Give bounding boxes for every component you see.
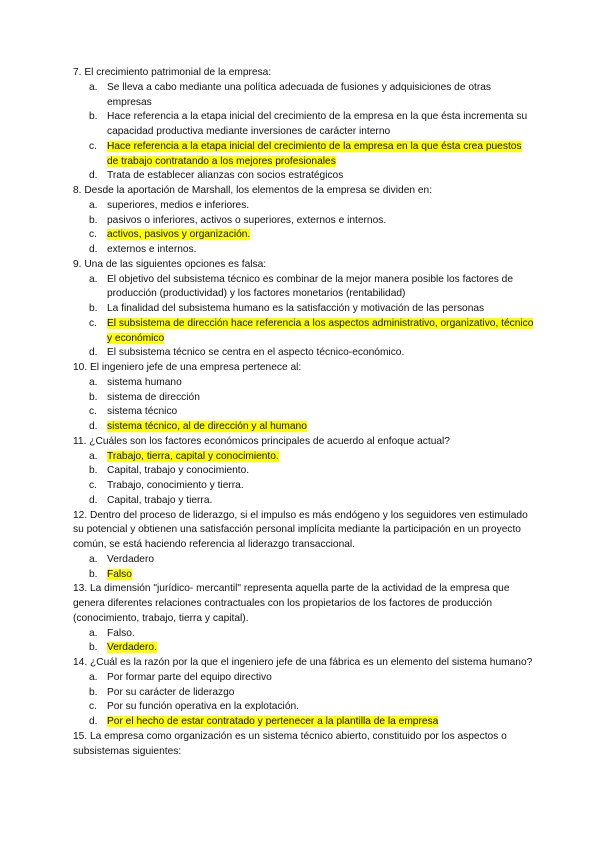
option-text-wrapper <box>107 464 535 479</box>
option-text: Por su función operativa en la explotación. <box>107 701 299 713</box>
option-text: pasivos o inferiores, activos o superiores, externos e internos. <box>107 214 387 226</box>
option-text: Verdadero <box>107 553 155 565</box>
answer-option-highlighted <box>89 140 535 170</box>
option-text: Por formar parte del equipo directivo <box>107 671 272 683</box>
question-block <box>73 656 535 730</box>
option-text: Verdadero. <box>107 642 157 654</box>
option-letter: c. <box>89 317 97 329</box>
answer-option <box>89 686 535 701</box>
answer-option <box>89 214 535 229</box>
option-letter: d. <box>89 244 98 255</box>
answer-option-highlighted <box>89 715 535 730</box>
question-text: 9. Una de las siguientes opciones es falsa: <box>73 258 267 270</box>
answer-option <box>89 553 535 568</box>
answer-option-highlighted <box>89 568 535 583</box>
question-text: 10. El ingeniero jefe de una empresa pertenece al: <box>73 362 302 373</box>
option-list <box>73 450 535 509</box>
option-text-wrapper <box>107 671 535 686</box>
option-text-wrapper <box>107 228 535 243</box>
option-text: sistema técnico, al de dirección y al humano <box>107 421 307 432</box>
option-text: superiores, medios e inferiores. <box>107 199 250 211</box>
option-text: Falso. <box>107 627 135 639</box>
option-letter: d. <box>89 347 98 359</box>
option-text: El subsistema técnico se centra en el aspecto técnico-económico. <box>107 347 405 359</box>
answer-option-highlighted <box>89 420 535 435</box>
answer-option <box>89 479 535 494</box>
option-text: La finalidad del subsistema humano es la satisfacción y motivación de las personas <box>107 303 485 314</box>
answer-option <box>89 376 535 391</box>
option-text-wrapper <box>107 627 535 642</box>
option-letter: b. <box>89 214 98 226</box>
option-text: sistema humano <box>107 376 182 388</box>
option-text-wrapper <box>107 420 535 435</box>
option-text: El objetivo del subsistema técnico es combinar de la mejor manera posible los factores de producción (productividad) y los factores monetarios (rentabilidad) <box>107 273 514 300</box>
option-letter: b. <box>89 642 98 654</box>
option-letter: b. <box>89 391 98 403</box>
option-letter: d. <box>89 716 98 727</box>
answer-option <box>89 700 535 715</box>
option-letter: b. <box>89 568 98 580</box>
option-text-wrapper <box>107 391 535 406</box>
option-text: Por su carácter de liderazgo <box>107 686 235 698</box>
question-block <box>73 509 535 583</box>
option-text-wrapper <box>107 214 535 229</box>
option-text-wrapper <box>107 494 535 509</box>
option-letter: a. <box>89 376 98 388</box>
option-text: externos e internos. <box>107 244 197 255</box>
option-text-wrapper <box>107 302 535 317</box>
option-list <box>73 627 535 657</box>
option-list <box>73 553 535 583</box>
option-letter: b. <box>89 303 98 314</box>
question-text: 12. Dentro del proceso de liderazgo, si el impulso es más endógeno y los seguidores ven estimulado su potencial y obtienen una satisfacción personal implícita mediante la participación en un proyecto común, se está haciendo referencia al liderazgo transaccional. <box>73 509 528 550</box>
option-text-wrapper <box>107 169 535 184</box>
option-letter: b. <box>89 111 98 123</box>
question-text: 13. La dimensión "jurídico- mercantil" representa aquella parte de la actividad de la empresa que genera diferentes relaciones contractuales con los propietarios de los factores de producción (conocimiento, trabajo, tierra y capital). <box>73 583 510 624</box>
option-text: Capital, trabajo y conocimiento. <box>107 465 250 477</box>
option-letter: a. <box>89 627 98 639</box>
option-list <box>73 199 535 258</box>
option-text-wrapper <box>107 346 535 361</box>
option-text-wrapper <box>107 317 535 347</box>
option-letter: c. <box>89 406 97 418</box>
option-letter: d. <box>89 494 98 506</box>
question-block <box>73 361 535 435</box>
answer-option <box>89 391 535 406</box>
option-text-wrapper <box>107 700 535 715</box>
question-text: 11. ¿Cuáles son los factores económicos principales de acuerdo al enfoque actual? <box>73 435 450 447</box>
option-text: El subsistema de dirección hace referencia a los aspectos administrativo, organizativo, técnico y económico <box>107 317 534 344</box>
option-list <box>73 376 535 435</box>
option-list <box>73 273 535 362</box>
option-text: Falso <box>107 568 132 580</box>
option-text: Hace referencia a la etapa inicial del crecimiento de la empresa en la que ésta incrementa su capacidad productiva mediante inversiones de carácter interno <box>107 111 528 137</box>
option-text-wrapper <box>107 479 535 494</box>
option-text: Se lleva a cabo mediante una política adecuada de fusiones y adquisiciones de otras empresas <box>107 81 491 108</box>
option-list <box>73 81 535 184</box>
answer-option <box>89 464 535 479</box>
answer-option <box>89 405 535 420</box>
question-text: 7. El crecimiento patrimonial de la empresa: <box>73 67 272 78</box>
option-letter: d. <box>89 421 98 432</box>
answer-option <box>89 494 535 509</box>
answer-option-highlighted <box>89 641 535 656</box>
answer-option <box>89 81 535 111</box>
document-page <box>73 66 535 759</box>
option-letter: b. <box>89 686 98 698</box>
option-text: sistema técnico <box>107 406 178 418</box>
option-letter: c. <box>89 140 97 152</box>
option-letter: c. <box>89 229 97 241</box>
answer-option <box>89 627 535 642</box>
answer-option <box>89 346 535 361</box>
question-text: 14. ¿Cuál es la razón por la que el ingeniero jefe de una fábrica es un elemento del sistema humano? <box>73 657 533 668</box>
option-text: Capital, trabajo y tierra. <box>107 494 213 506</box>
answer-option <box>89 199 535 214</box>
option-letter: c. <box>89 480 97 491</box>
option-list <box>73 671 535 730</box>
option-text-wrapper <box>107 243 535 258</box>
option-letter: a. <box>89 81 98 93</box>
option-text-wrapper <box>107 568 535 583</box>
option-letter: a. <box>89 199 98 211</box>
question-block <box>73 582 535 656</box>
option-text-wrapper <box>107 553 535 568</box>
option-letter: b. <box>89 465 98 477</box>
option-text-wrapper <box>107 273 535 303</box>
question-text: 8. Desde la aportación de Marshall, los elementos de la empresa se dividen en: <box>73 185 433 196</box>
option-text-wrapper <box>107 641 535 656</box>
option-text-wrapper <box>107 376 535 391</box>
option-text-wrapper <box>107 405 535 420</box>
option-letter: a. <box>89 450 98 462</box>
option-text: Por el hecho de estar contratado y pertenecer a la plantilla de la empresa <box>107 716 439 727</box>
option-text-wrapper <box>107 81 535 111</box>
question-text: 15. La empresa como organización es un sistema técnico abierto, constituido por los aspectos o subsistemas siguientes: <box>73 730 507 757</box>
option-text: Trabajo, tierra, capital y conocimiento. <box>107 450 279 462</box>
option-text-wrapper <box>107 110 535 140</box>
option-text-wrapper <box>107 686 535 701</box>
answer-option <box>89 671 535 686</box>
option-letter: a. <box>89 273 98 285</box>
option-text: Trata de establecer alianzas con socios estratégicos <box>107 170 344 182</box>
option-text-wrapper <box>107 450 535 465</box>
option-text-wrapper <box>107 715 535 730</box>
answer-option <box>89 302 535 317</box>
question-block <box>73 730 535 760</box>
option-text-wrapper <box>107 199 535 214</box>
answer-option-highlighted <box>89 450 535 465</box>
question-block <box>73 258 535 361</box>
answer-option-highlighted <box>89 317 535 347</box>
question-block <box>73 184 535 258</box>
option-text: activos, pasivos y organización. <box>107 229 251 241</box>
answer-option-highlighted <box>89 228 535 243</box>
answer-option <box>89 110 535 140</box>
option-letter: a. <box>89 553 98 565</box>
option-letter: c. <box>89 701 97 713</box>
option-text-wrapper <box>107 140 535 170</box>
question-block <box>73 66 535 184</box>
answer-option <box>89 243 535 258</box>
option-letter: d. <box>89 170 98 182</box>
question-block <box>73 435 535 509</box>
option-text: Trabajo, conocimiento y tierra. <box>107 480 244 491</box>
option-text: Hace referencia a la etapa inicial del crecimiento de la empresa en la que ésta crea puestos de trabajo contratando a los mejores profesionales <box>107 140 522 167</box>
answer-option <box>89 273 535 303</box>
option-text: sistema de dirección <box>107 391 200 403</box>
option-letter: a. <box>89 671 98 683</box>
answer-option <box>89 169 535 184</box>
